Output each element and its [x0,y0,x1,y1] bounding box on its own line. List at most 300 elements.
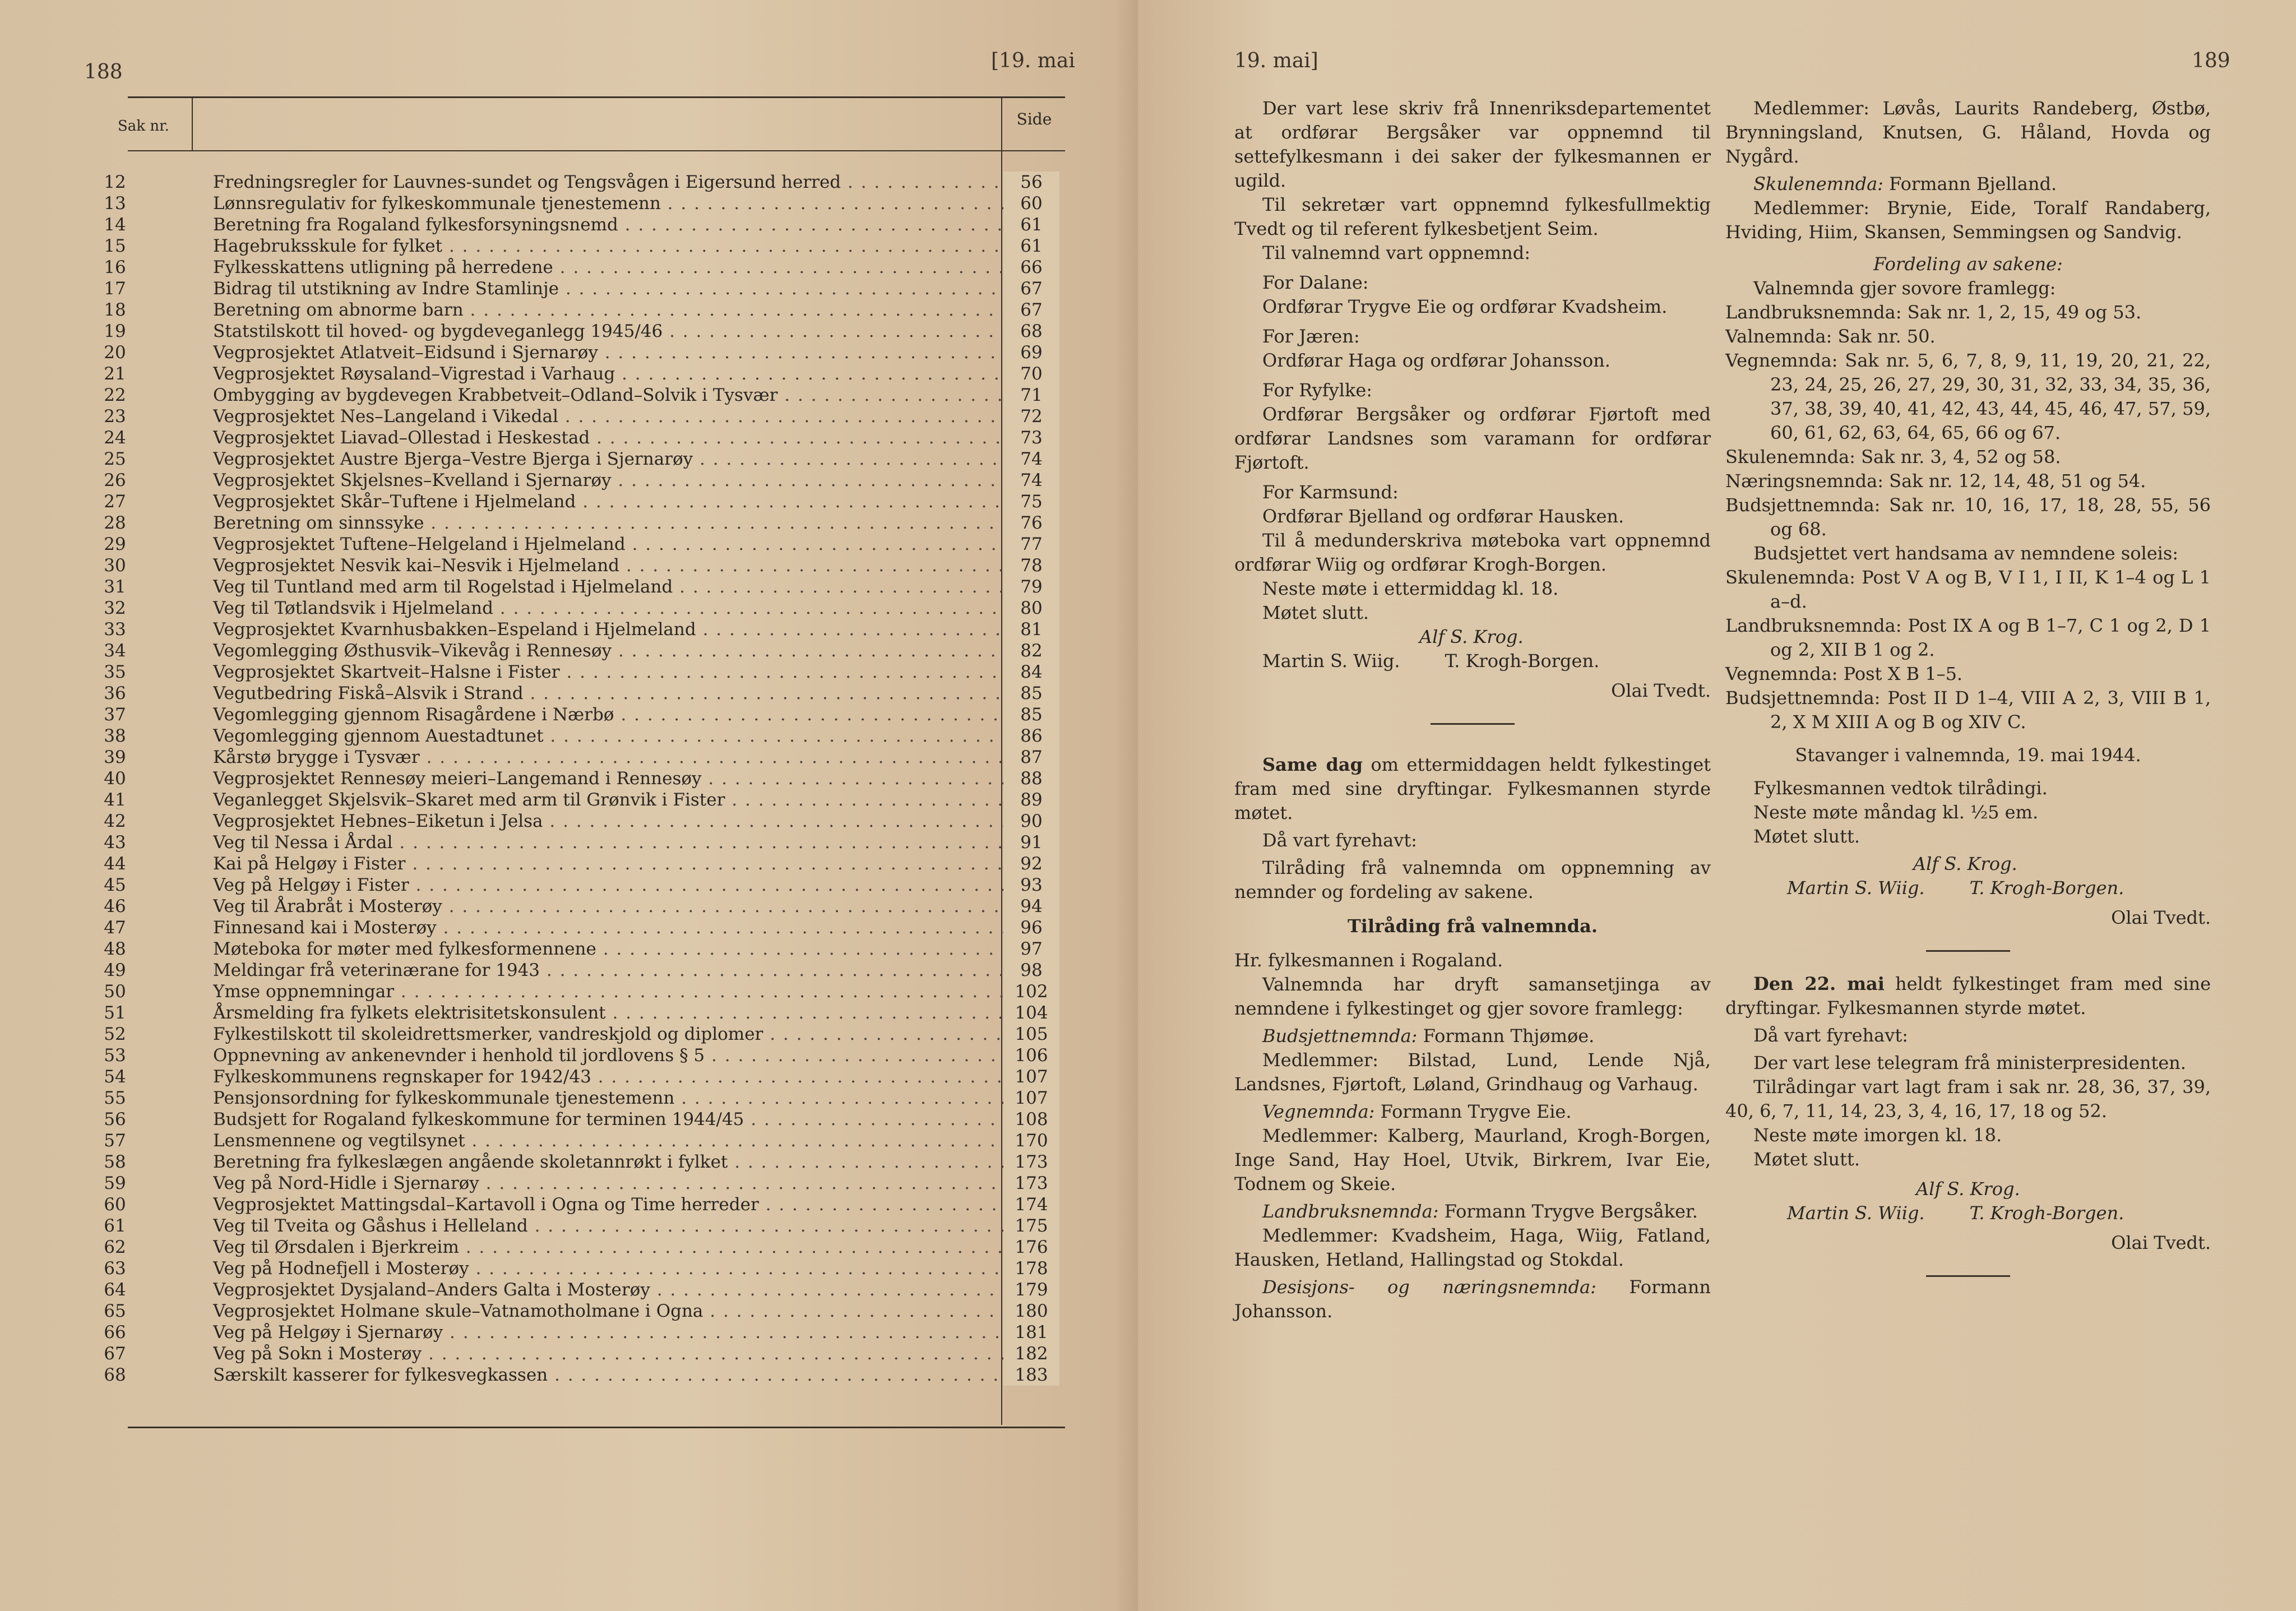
sak-number: 38 [104,726,126,746]
landbruk-formann: Formann Trygve Bergsåker. [1438,1201,1698,1222]
fordeling-valnemnda: Valnemnda: Sak nr. 50. [1725,326,1936,347]
sak-number: 42 [104,811,126,831]
table-row [84,874,1054,896]
sak-number: 59 [104,1173,126,1193]
sak-title: Vegprosjektet Tuftene–Helgeland i Hjelmeland . . . [213,534,1043,555]
para-medunderskriva: Til å medunderskriva møteboka vart oppnemnd ordførar Wiig og ordførar Krogh-Borgen. [1234,530,1711,575]
sak-title: Møteboka for møter med fylkesformennene . . . [213,938,1043,960]
desisjon-formann: Formann Johansson. [1234,1276,1711,1322]
signature-wiig-3: Martin S. Wiig. [1787,1202,1925,1224]
sak-title: Fylkestilskott til skoleidrettsmerker, vandreskjold og diplomer . . . [213,1024,1043,1045]
sak-number: 29 [104,534,126,554]
sak-number: 41 [104,790,126,810]
sak-number: 25 [104,449,126,469]
table-row [84,981,1054,1002]
sak-page: 170 [1003,1130,1059,1151]
sak-page: 183 [1003,1364,1059,1386]
sak-number: 57 [104,1131,126,1151]
skule-medlemmer: Medlemmer: Brynie, Eide, Toralf Randaberg, Hviding, Hiim, Skansen, Semmingsen og Sandvig. [1725,197,2211,243]
sak-number: 54 [104,1067,126,1087]
post-landbruk: Landbruksnemnda: Post IX A og B 1–7, C 1 og 2, D 1 og 2, XII B 1 og 2. [1725,615,2211,660]
sak-page: 92 [1003,853,1059,874]
sak-title: Vegomlegging gjennom Risagårdene i Nærbø . . . [213,704,1043,725]
table-row [84,1279,1054,1300]
sak-page: 76 [1003,512,1059,534]
sak-number: 68 [104,1365,126,1385]
table-row [84,299,1054,321]
fordeling-budsjett: Budsjettnemnda: Sak nr. 10, 16, 17, 18, 28, 55, 56 og 68. [1725,494,2211,540]
table-row [84,1151,1054,1173]
tilraading-heading: Tilråding frå valnemnda. [1347,915,1598,937]
sak-number: 50 [104,982,126,1002]
sak-number: 49 [104,960,126,980]
sak-title: Vegprosjektet Skartveit–Halsne i Fister . . . [213,661,1043,683]
para-valnemnd: Til valnemnd vart oppnemnd: [1262,242,1531,263]
veg-label: Vegnemnda: [1262,1101,1375,1122]
sak-number: 32 [104,598,126,618]
sak-page: 173 [1003,1173,1059,1194]
sak-number: 52 [104,1024,126,1044]
sak-number: 40 [104,769,126,789]
table-row [84,512,1054,534]
sak-page: 97 [1003,938,1059,960]
ryfylke-heading: For Ryfylke: [1262,379,1373,401]
table-row [84,1173,1054,1194]
sak-number: 17 [104,279,126,299]
sak-title: Lønnsregulativ for fylkeskommunale tjenestemenn . . . [213,193,1043,214]
sak-number: 43 [104,832,126,853]
sak-page: 108 [1003,1109,1059,1130]
veg-formann: Formann Trygve Eie. [1374,1101,1572,1122]
sak-number: 23 [104,406,126,427]
para-telegram: Der vart lese telegram frå ministerpresidenten. [1753,1052,2186,1073]
signature-wiig: Martin S. Wiig. [1262,650,1400,672]
fordeling-skulenemnda: Skulenemnda: Sak nr. 3, 4, 52 og 58. [1725,446,2061,467]
skule-label: Skulenemnda: [1753,173,1883,195]
sak-title: Vegprosjektet Skår–Tuftene i Hjelmeland . . . [213,491,1043,512]
sak-title: Vegomlegging Østhusvik–Vikevåg i Rennesøy . . . [213,640,1043,661]
para-hr-fylkesmannen: Hr. fylkesmannen i Rogaland. [1234,950,1503,971]
sak-number: 67 [104,1344,126,1364]
sak-title: Lensmennene og vegtilsynet . . . [213,1130,1043,1151]
table-top-rule [128,96,1065,98]
table-row [84,938,1054,960]
signature-wiig-2: Martin S. Wiig. [1787,877,1925,899]
sak-page: 71 [1003,385,1059,406]
table-row [84,1215,1054,1237]
sak-title: Beretning fra fylkeslægen angående skoletannrøkt i fylket . . . [213,1151,1043,1173]
karmsund-heading: For Karmsund: [1262,482,1399,503]
sak-page: 66 [1003,257,1059,278]
sak-page: 85 [1003,704,1059,725]
page-number-right: 189 [2192,49,2230,72]
sak-page: 175 [1003,1215,1059,1237]
sak-page: 180 [1003,1300,1059,1322]
sak-number: 13 [104,193,126,214]
sak-title: Kårstø brygge i Tysvær . . . [213,747,1043,768]
para-tilraading: Tilråding frå valnemnda om oppnemning av nemnder og fordeling av sakene. [1234,857,1711,902]
signature-line-2 [1234,649,1711,673]
sak-page: 73 [1003,427,1059,448]
sak-number: 55 [104,1088,126,1108]
sak-title: Vegprosjektet Mattingsdal–Kartavoll i Ogna og Time herreder . . . [213,1194,1043,1215]
page-number-left: 188 [84,61,123,84]
para-neste-mote: Neste møte i ettermiddag kl. 18. [1262,578,1559,599]
sak-number: 53 [104,1045,126,1066]
ryfylke-text: Ordførar Bergsåker og ordførar Fjørtoft med ordførar Landsnes som varamann for ordførar Fjørtoft. [1234,404,1711,473]
sak-title: Vegprosjektet Nesvik kai–Nesvik i Hjelmeland . . . [213,555,1043,576]
sak-page: 74 [1003,470,1059,491]
sak-page: 179 [1003,1279,1059,1300]
landbruk-medlemmer: Medlemmer: Kvadsheim, Haga, Wiig, Fatland, Hausken, Hetland, Hallingstad og Stokdal. [1234,1225,1711,1270]
para-tilraadingar: Tilrådingar vart lagt fram i sak nr. 28, 36, 37, 39, 40, 6, 7, 11, 14, 23, 3, 4, 16, 17, 18 og 52. [1725,1076,2211,1122]
table-row [84,321,1054,342]
sak-page: 178 [1003,1258,1059,1279]
sak-title: Veg på Sokn i Mosterøy . . . [213,1343,1043,1364]
para-valnemnda-dryft: Valnemnda har dryft samansetjinga av nemndene i fylkestinget og gjer sovore framlegg: [1234,974,1711,1019]
sak-page: 88 [1003,768,1059,789]
para-budsjettet: Budsjettet vert handsama av nemndene soleis: [1753,543,2179,564]
landbruk-label: Landbruksnemnda: [1262,1201,1439,1222]
col-header-side: Side [1016,110,1052,128]
sak-page: 181 [1003,1322,1059,1343]
sak-page: 56 [1003,172,1059,193]
para-vedtok: Fylkesmannen vedtok tilrådingi. [1753,777,2048,799]
sak-page: 67 [1003,278,1059,299]
sak-number: 15 [104,236,126,256]
sak-number: 58 [104,1152,126,1172]
sak-number: 26 [104,470,126,490]
sak-title: Beretning om sinnssyke . . . [213,512,1043,534]
table-row [84,1364,1054,1386]
sak-page: 106 [1003,1045,1059,1066]
sak-number: 56 [104,1109,126,1129]
table-row [84,342,1054,363]
sak-page: 104 [1003,1002,1059,1024]
signature-line-6 [1725,1201,2211,1225]
table-row [84,768,1054,789]
sak-page: 107 [1003,1066,1059,1087]
sak-page: 86 [1003,725,1059,747]
sak-page: 107 [1003,1087,1059,1109]
table-row [84,917,1054,938]
col-header-sak: Sak nr. [118,118,169,135]
sak-page: 102 [1003,981,1059,1002]
veg-line [1234,1100,1711,1124]
sak-number: 30 [104,555,126,576]
sak-page: 77 [1003,534,1059,555]
sak-title: Vegutbedring Fiskå–Alsvik i Strand . . . [213,683,1043,704]
sak-page: 81 [1003,619,1059,640]
sak-title: Vegprosjektet Dysjaland–Anders Galta i Mosterøy . . . [213,1279,1043,1300]
sak-page: 75 [1003,491,1059,512]
table-row [84,491,1054,512]
signature-tvedt-3: Olai Tvedt. [2111,1232,2211,1253]
skule-formann: Formann Bjelland. [1883,173,2057,195]
sak-page: 70 [1003,363,1059,385]
table-row [84,278,1054,299]
sak-page: 85 [1003,683,1059,704]
sak-page: 84 [1003,661,1059,683]
sak-number: 21 [104,364,126,384]
sak-page: 82 [1003,640,1059,661]
signature-krog-3: Alf S. Krog. [1916,1178,2020,1200]
signature-krogh-borgen-3: T. Krogh-Borgen. [1969,1202,2124,1224]
table-row [84,427,1054,448]
table-row [84,896,1054,917]
place-date: Stavanger i valnemnda, 19. mai 1944. [1795,744,2141,766]
para-slutt-1: Møtet slutt. [1753,826,1860,847]
table-row [84,534,1054,555]
sak-number: 64 [104,1280,126,1300]
sak-number: 22 [104,385,126,405]
dalane-text: Ordførar Trygve Eie og ordførar Kvadsheim. [1262,296,1668,317]
sak-title: Veg på Nord-Hidle i Sjernarøy . . . [213,1173,1043,1194]
skule-line [1725,172,2211,196]
table-row [84,470,1054,491]
sak-number: 45 [104,875,126,895]
signature-krogh-borgen-2: T. Krogh-Borgen. [1969,877,2124,899]
table-row [84,619,1054,640]
sak-number: 16 [104,257,126,277]
signature-krog: Alf S. Krog. [1419,626,1524,647]
sak-title: Vegprosjektet Hebnes–Eiketun i Jelsa . . . [213,811,1043,832]
sak-number: 36 [104,683,126,703]
sak-number: 66 [104,1322,126,1342]
sak-page: 79 [1003,576,1059,598]
sak-page: 90 [1003,811,1059,832]
table-row [84,1066,1054,1087]
sak-title: Fredningsregler for Lauvnes-sundet og Tengsvågen i Eigersund herred . . . [213,172,1043,193]
table-row [84,960,1054,981]
sak-title: Beretning fra Rogaland fylkesforsyningsnemd . . . [213,214,1043,235]
signature-krog-2: Alf S. Krog. [1913,853,2017,874]
right-col-1 [1234,96,1711,1323]
budsjett-line [1234,1024,1711,1048]
table-header-rule [128,150,1065,151]
sak-number: 33 [104,619,126,640]
table-row [84,811,1054,832]
valnemnd-medlemmer: Medlemmer: Løvås, Laurits Randeberg, Østbø, Brynningsland, Knutsen, G. Håland, Hovda og Nygård. [1725,98,2211,167]
sak-number: 12 [104,172,126,192]
den-22-lead: Den 22. mai [1753,973,1885,994]
sak-number: 19 [104,321,126,341]
sak-title: Pensjonsordning for fylkeskommunale tjenestemenn . . . [213,1087,1043,1109]
para-motet-slutt: Møtet slutt. [1262,602,1369,623]
table-row [84,1194,1054,1215]
sak-number: 34 [104,641,126,661]
para-neste-imorgen: Neste møte imorgen kl. 18. [1753,1124,2002,1146]
sak-number: 20 [104,342,126,363]
section-separator-2 [1926,950,2010,952]
sak-title: Veg til Årabråt i Mosterøy . . . [213,896,1043,917]
table-row [84,661,1054,683]
table-row [84,1258,1054,1279]
sak-title: Vegprosjektet Liavad–Ollestad i Heskestad . . . [213,427,1043,448]
table-row [84,1322,1054,1343]
table-divider-1 [192,96,193,150]
sak-number: 27 [104,492,126,512]
sak-number: 61 [104,1216,126,1236]
sak-title: Fylkeskommunens regnskaper for 1942/43 . . . [213,1066,1043,1087]
sak-title: Veg på Hodnefjell i Mosterøy . . . [213,1258,1043,1279]
sak-number: 46 [104,896,126,916]
sak-number: 28 [104,513,126,533]
table-row [84,725,1054,747]
right-page [1138,0,2296,1611]
sak-number: 62 [104,1237,126,1257]
sak-title: Fylkesskattens utligning på herredene . . . [213,257,1043,278]
para-same-dag [1234,753,1711,825]
sak-title: Ymse oppnemningar . . . [213,981,1043,1002]
karmsund-text: Ordførar Bjelland og ordførar Hausken. [1262,506,1624,527]
table-row [84,1300,1054,1322]
den-22-text: heldt fylkestinget fram med sine dryftingar. Fylkesmannen styrde møtet. [1725,973,2211,1019]
running-head-right: 19. mai] [1234,49,1318,72]
signature-krogh-borgen: T. Krogh-Borgen. [1445,650,1600,672]
sak-title: Veg på Helgøy i Fister . . . [213,874,1043,896]
fordeling-naering: Næringsnemnda: Sak nr. 12, 14, 48, 51 og 54. [1725,470,2146,492]
same-dag-lead: Same dag [1262,754,1363,775]
table-row [84,1343,1054,1364]
table-bottom-rule [128,1427,1065,1428]
sak-title: Veganlegget Skjelsvik–Skaret med arm til Grønvik i Fister . . . [213,789,1043,811]
sak-title: Vegprosjektet Røysaland–Vigrestad i Varhaug . . . [213,363,1043,385]
table-row [84,214,1054,235]
table-row [84,747,1054,768]
para-den-22-mai [1725,972,2211,1020]
sak-number: 60 [104,1195,126,1215]
table-row [84,640,1054,661]
sak-number: 48 [104,939,126,959]
table-row [84,1237,1054,1258]
table-row [84,235,1054,257]
running-head-left: [19. mai [991,49,1075,72]
table-row [84,1130,1054,1151]
same-dag-text: om ettermiddagen heldt fylkestinget fram med sine dryftingar. Fylkesmannen styrde møtet. [1234,754,1711,823]
sak-page: 61 [1003,235,1059,257]
sak-page: 61 [1003,214,1059,235]
sak-title: Vegprosjektet Holmane skule–Vatnamotholmane i Ogna . . . [213,1300,1043,1322]
sak-number: 37 [104,705,126,725]
sak-title: Ombygging av bygdevegen Krabbetveit–Odland–Solvik i Tysvær . . . [213,385,1043,406]
table-row [84,598,1054,619]
table-row [84,406,1054,427]
table-row [84,363,1054,385]
post-skulenemnda: Skulenemnda: Post V A og B, V I 1, I II, K 1–4 og L 1 a–d. [1725,567,2211,612]
sak-title: Oppnevning av ankenevnder i henhold til jordlovens § 5 . . . [213,1045,1043,1066]
sak-page: 98 [1003,960,1059,981]
sak-number: 18 [104,300,126,320]
sak-title: Kai på Helgøy i Fister . . . [213,853,1043,874]
sak-title: Veg til Tøtlandsvik i Hjelmeland . . . [213,598,1043,619]
post-veg: Vegnemnda: Post X B 1–5. [1725,663,1963,684]
table-row [84,1024,1054,1045]
veg-medlemmer: Medlemmer: Kalberg, Maurland, Krogh-Borgen, Inge Sand, Hay Hoel, Utvik, Birkrem, Ivar Eie, Todnem og Skeie. [1234,1125,1711,1195]
para-skriv: Der vart lese skriv frå Innenriksdepartementet at ordførar Bergsåker var oppnemnd til settefylkesmann i dei saker der fylkesmannen er ugild. [1234,98,1711,191]
table-row [84,853,1054,874]
table-row [84,1045,1054,1066]
sak-title: Vegprosjektet Kvarnhusbakken–Espeland i Hjelmeland . . . [213,619,1043,640]
signature-tvedt: Olai Tvedt. [1611,680,1711,701]
dalane-heading: For Dalane: [1262,272,1369,293]
post-budsjett: Budsjettnemnda: Post II D 1–4, VIII A 2, 3, VIII B 1, 2, X M XIII A og B og XIV C. [1725,687,2211,733]
sak-page: 174 [1003,1194,1059,1215]
sak-page: 68 [1003,321,1059,342]
para-fyrehavt-2: Då vart fyrehavt: [1753,1025,1908,1046]
sak-title: Vegprosjektet Rennesøy meieri–Langemand i Rennesøy . . . [213,768,1043,789]
sak-page: 105 [1003,1024,1059,1045]
jaeren-text: Ordførar Haga og ordførar Johansson. [1262,350,1610,371]
sak-title: Vegprosjektet Atlatveit–Eidsund i Sjernarøy . . . [213,342,1043,363]
table-row [84,1087,1054,1109]
signature-tvedt-2: Olai Tvedt. [2111,907,2211,928]
sak-title: Vegomlegging gjennom Auestadtunet . . . [213,725,1043,747]
sak-number: 44 [104,854,126,874]
section-separator [1431,723,1515,725]
sak-number: 51 [104,1003,126,1023]
para-neste-mandag: Neste møte måndag kl. ½5 em. [1753,802,2039,823]
right-col-2 [1725,96,2211,1297]
sak-title: Statstilskott til hoved- og bygdeveganlegg 1945/46 . . . [213,321,1043,342]
sak-page: 72 [1003,406,1059,427]
para-sekretaer: Til sekretær vart oppnemnd fylkesfullmektig Tvedt og til referent fylkesbetjent Seim. [1234,194,1711,239]
sak-page: 74 [1003,448,1059,470]
sak-page: 173 [1003,1151,1059,1173]
sak-page: 87 [1003,747,1059,768]
sak-page: 69 [1003,342,1059,363]
sak-title: Hagebruksskule for fylket . . . [213,235,1043,257]
sak-title: Veg til Tuntland med arm til Rogelstad i Hjelmeland . . . [213,576,1043,598]
table-row [84,385,1054,406]
sak-title: Finnesand kai i Mosterøy . . . [213,917,1043,938]
sak-page: 94 [1003,896,1059,917]
table-row [84,704,1054,725]
sak-number: 63 [104,1258,126,1279]
jaeren-heading: For Jæren: [1262,326,1360,347]
sak-title: Veg til Tveita og Gåshus i Helleland . . . [213,1215,1043,1237]
sak-title: Bidrag til utstikning av Indre Stamlinje . . . [213,278,1043,299]
sak-number: 14 [104,215,126,235]
table-row [84,789,1054,811]
sak-title: Veg til Nessa i Årdal . . . [213,832,1043,853]
sak-page: 176 [1003,1237,1059,1258]
sak-page: 93 [1003,874,1059,896]
desisjon-label: Desisjons- og næringsnemnda: [1262,1276,1596,1298]
table-row [84,555,1054,576]
sak-page: 60 [1003,193,1059,214]
table-row [84,832,1054,853]
landbruk-line [1234,1200,1711,1224]
sak-number: 24 [104,428,126,448]
para-fyrehavt: Då vart fyrehavt: [1262,830,1417,851]
para-framlegg: Valnemnda gjer sovore framlegg: [1753,277,2056,299]
sak-title: Årsmelding fra fylkets elektrisitetskonsulent . . . [213,1002,1043,1024]
sak-title: Vegprosjektet Skjelsnes–Kvelland i Sjernarøy . . . [213,470,1043,491]
table-row [84,1002,1054,1024]
sak-title: Meldingar frå veterinærane for 1943 . . . [213,960,1043,981]
left-page [0,0,1138,1611]
budsjett-medlemmer: Medlemmer: Bilstad, Lund, Lende Njå, Landsnes, Fjørtoft, Løland, Grindhaug og Varhaug. [1234,1049,1711,1095]
sak-title: Beretning om abnorme barn . . . [213,299,1043,321]
sak-number: 47 [104,918,126,938]
sak-page: 80 [1003,598,1059,619]
sak-page: 91 [1003,832,1059,853]
sak-number: 35 [104,662,126,682]
sak-page: 89 [1003,789,1059,811]
fordeling-vegnemnda: Vegnemnda: Sak nr. 5, 6, 7, 8, 9, 11, 19, 20, 21, 22, 23, 24, 25, 26, 27, 29, 30, 31, 32, 33, 34, 35, 36, 37, 38, 39, 40, 41, 42, 43, 44, 45, 46, 47, 57, 59, 60, 61, 62, 63, 64, 65, 66 og 67. [1725,350,2211,443]
table-row [84,193,1054,214]
